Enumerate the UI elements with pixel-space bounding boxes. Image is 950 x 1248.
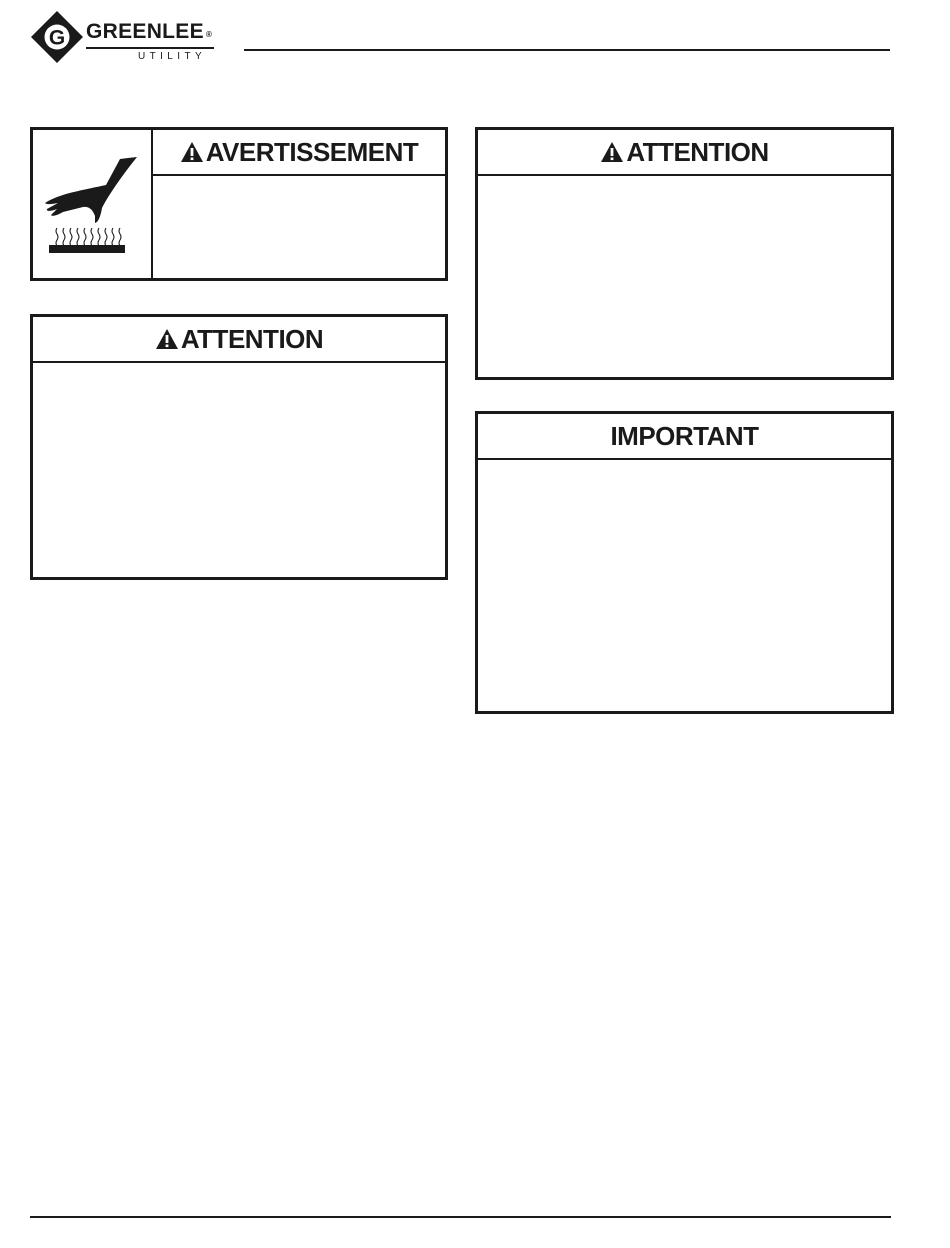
hot-surface-hand-icon (33, 130, 151, 278)
greenlee-g-diamond-icon (30, 10, 84, 64)
important-panel (475, 411, 894, 714)
brand-name: GREENLEE (86, 20, 204, 43)
footer-divider (30, 1216, 891, 1218)
attention-header-left (33, 317, 445, 363)
important-header (478, 414, 891, 460)
warning-icon-cell (33, 130, 153, 278)
brand-subtitle: UTILITY (138, 51, 207, 62)
warning-triangle-icon (600, 141, 624, 163)
attention-panel-left (30, 314, 448, 580)
warning-triangle-icon (180, 141, 204, 163)
header-divider (244, 49, 890, 51)
greenlee-utility-logo (30, 10, 220, 66)
attention-header-right (478, 130, 891, 176)
warning-triangle-icon (155, 328, 179, 350)
logo-letter: G (48, 26, 66, 50)
registered-mark: ® (206, 30, 212, 39)
warning-header (153, 130, 445, 176)
warning-panel (30, 127, 448, 281)
brand-underline (86, 47, 214, 49)
warning-title: AVERTISSEMENT (205, 137, 419, 167)
important-title: IMPORTANT (610, 421, 759, 451)
attention-panel-right (475, 127, 894, 380)
attention-title-right: ATTENTION (626, 137, 769, 167)
attention-title-left: ATTENTION (180, 324, 324, 354)
